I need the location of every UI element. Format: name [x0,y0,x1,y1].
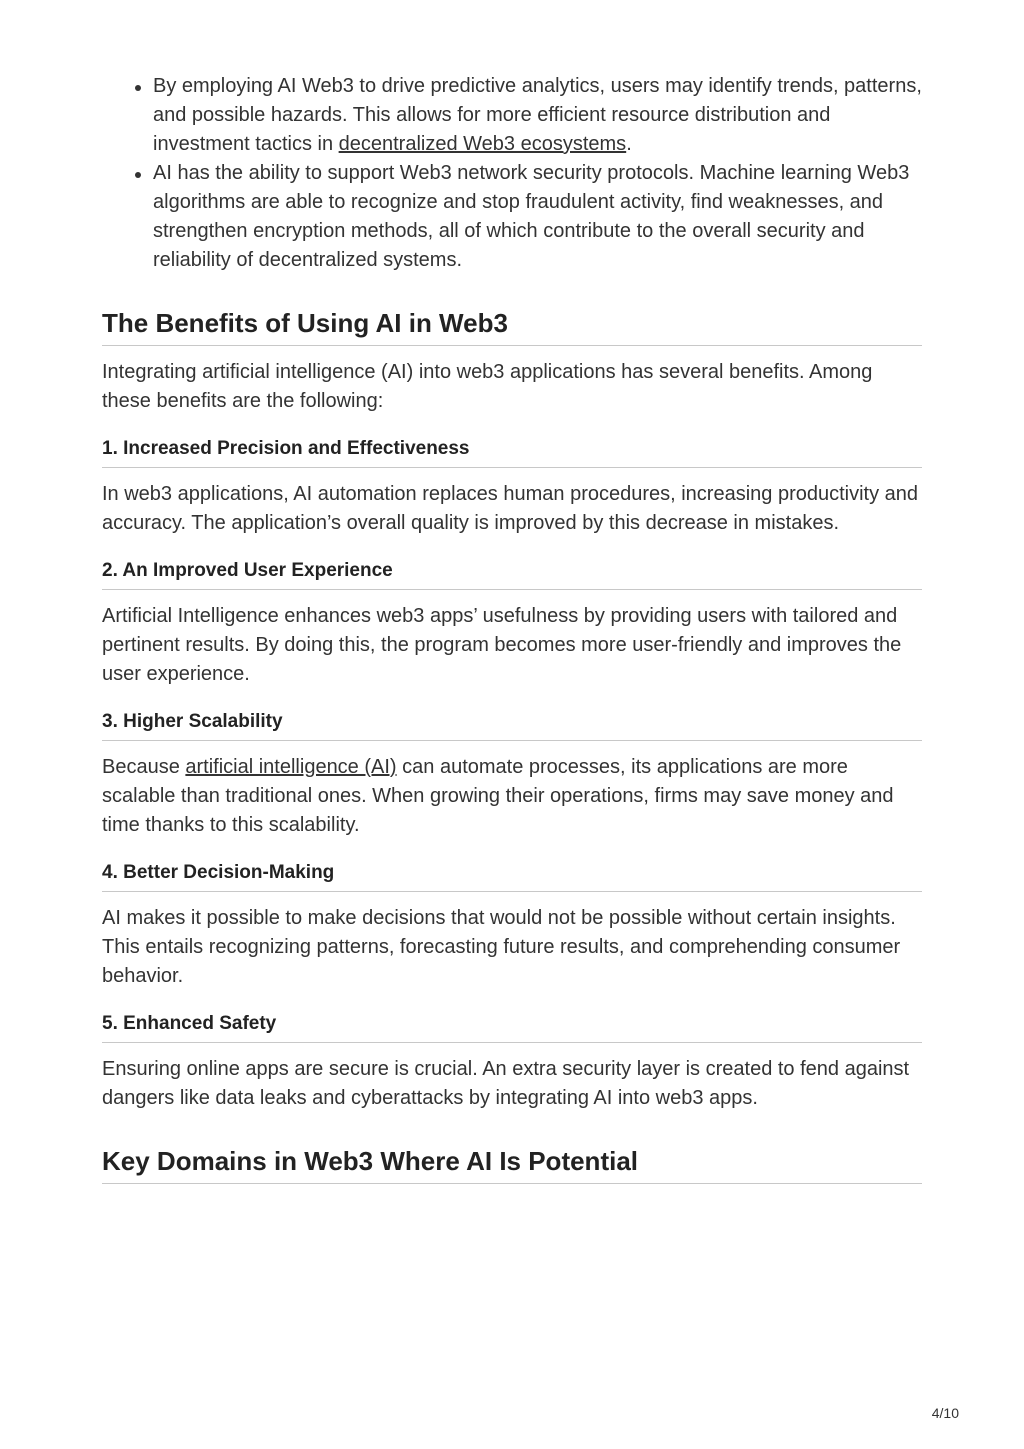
decentralized-web3-ecosystems-link[interactable]: decentralized Web3 ecosystems [338,133,627,155]
subheading-safety: 5. Enhanced Safety [102,1011,922,1043]
paragraph-text-end: can automate processes, its applications are more scalable than traditional ones. When growing their operations, firms may save money and time thanks to this scalability. [102,756,894,836]
bullet-dot-icon [135,172,141,178]
list-item [153,159,922,275]
subheading-user-experience: 2. An Improved User Experience [102,558,922,590]
document-content [102,72,922,1184]
page-number: 4/10 [931,1405,959,1421]
paragraph-scalability [102,753,922,840]
list-item [153,72,922,159]
paragraph-precision: In web3 applications, AI automation replaces human procedures, increasing productivity and accuracy. The application’s overall quality is improved by this decrease in mistakes. [102,483,919,534]
bullet-text: AI has the ability to support Web3 network security protocols. Machine learning Web3 algorithms are able to recognize and stop fraudulent activity, find weaknesses, and strengthen encryption methods, all of which contribute to the overall security and reliability of decentralized systems. [153,162,910,271]
artificial-intelligence-link[interactable]: artificial intelligence (AI) [185,756,397,778]
bullet-list [102,72,922,275]
paragraph-text: Because [102,756,186,778]
bullet-dot-icon [135,85,141,91]
paragraph-user-experience: Artificial Intelligence enhances web3 apps’ usefulness by providing users with tailored and pertinent results. By doing this, the program becomes more user-friendly and improves the user experience. [102,605,902,685]
section-heading-benefits: The Benefits of Using AI in Web3 [102,307,922,346]
bullet-text-end: . [626,133,632,155]
section-intro: Integrating artificial intelligence (AI) into web3 applications has several benefits. Among these benefits are the following: [102,361,873,412]
subheading-precision: 1. Increased Precision and Effectiveness [102,436,922,468]
bullet-text: By employing AI Web3 to drive predictive analytics, users may identify trends, patterns, and possible hazards. This allows for more efficient resource distribution and investment tactics in [153,75,922,155]
paragraph-safety: Ensuring online apps are secure is crucial. An extra security layer is created to fend against dangers like data leaks and cyberattacks by integrating AI into web3 apps. [102,1058,910,1109]
subheading-scalability: 3. Higher Scalability [102,709,922,741]
subheading-decision-making: 4. Better Decision-Making [102,860,922,892]
paragraph-decision-making: AI makes it possible to make decisions that would not be possible without certain insights. This entails recognizing patterns, forecasting future results, and comprehending consumer behavior. [102,907,901,987]
section-heading-key-domains: Key Domains in Web3 Where AI Is Potential [102,1145,922,1184]
